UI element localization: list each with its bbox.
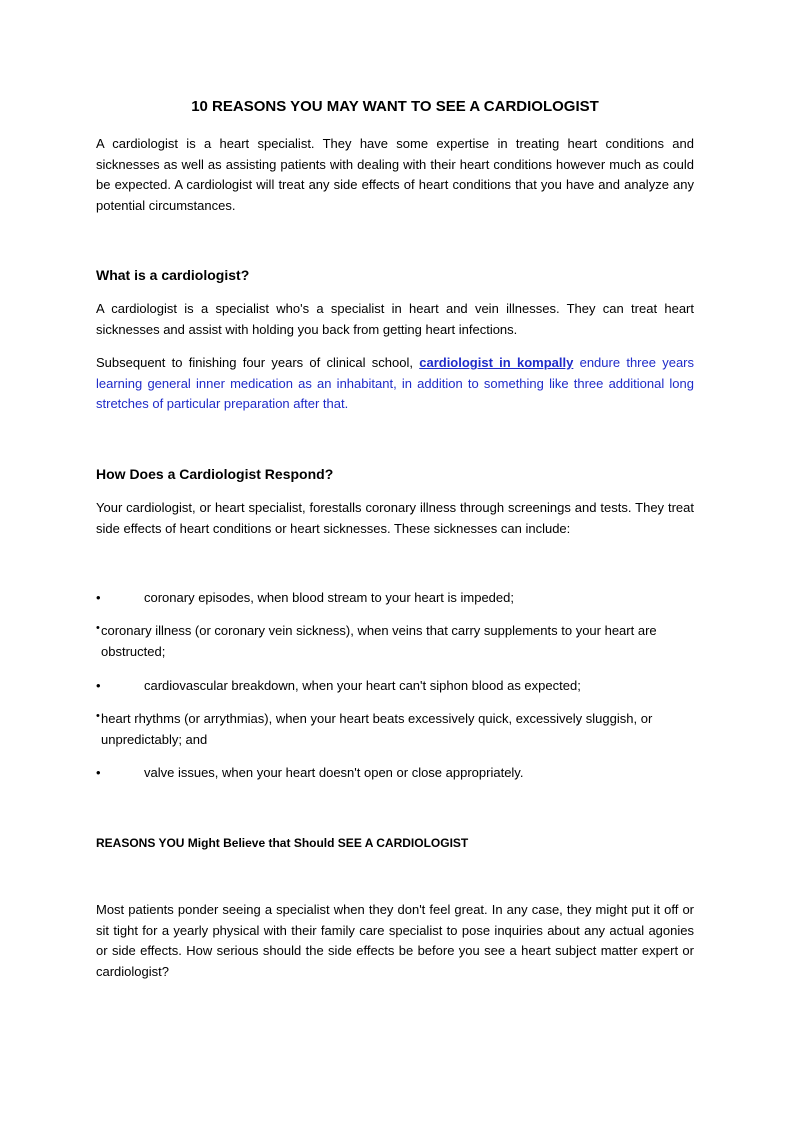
- section1-paragraph-1: A cardiologist is a specialist who's a specialist in heart and vein illnesses. They can treat heart sicknesses and assist with holding you back from getting heart infections.: [96, 301, 694, 337]
- bullet-icon: •: [96, 765, 101, 780]
- section2-paragraph-1: Your cardiologist, or heart specialist, forestalls coronary illness through screenings and tests. They treat side effects of heart conditions or heart sicknesses. These sicknesses can include:: [96, 500, 694, 536]
- section-heading-reasons: REASONS YOU Might Believe that Should SEE A CARDIOLOGIST: [96, 836, 469, 850]
- bullet-icon: •: [96, 678, 101, 693]
- bullet-icon: •: [96, 710, 100, 722]
- page-title: 10 REASONS YOU MAY WANT TO SEE A CARDIOLOGIST: [191, 98, 599, 115]
- list-item: [96, 676, 694, 697]
- list-item-text: valve issues, when your heart doesn't open or close appropriately.: [144, 765, 524, 780]
- paragraph-text-blue: endure three years learning general inner medication as an inhabitant, in addition to something like three additional long stretches of particular preparation after that.: [96, 355, 695, 412]
- list-item: [96, 763, 694, 784]
- cardiologist-link[interactable]: cardiologist in kompally: [419, 355, 574, 370]
- paragraph-text: Subsequent to finishing four years of clinical school,: [96, 355, 420, 370]
- section3-paragraph-1: Most patients ponder seeing a specialist when they don't feel great. In any case, they might put it off or sit tight for a yearly physical with their family care specialist to pose inquiries about any actual agonies or side effects. How serious should the side effects be before you see a heart subject matter expert or cardiologist?: [96, 902, 694, 979]
- bullet-icon: •: [96, 622, 100, 634]
- section-heading-how-respond: How Does a Cardiologist Respond?: [96, 466, 334, 482]
- list-item-text: coronary episodes, when blood stream to your heart is impeded;: [144, 590, 514, 605]
- section1-paragraph-2: [96, 353, 694, 415]
- list-item: [96, 621, 694, 662]
- list-item: [96, 588, 694, 609]
- bullet-icon: •: [96, 590, 101, 605]
- section-heading-what-is: What is a cardiologist?: [96, 267, 250, 283]
- list-item-text: heart rhythms (or arrythmias), when your heart beats excessively quick, excessively sluggish, or unpredictably; and: [101, 711, 653, 747]
- list-item-text: coronary illness (or coronary vein sickness), when veins that carry supplements to your heart are obstructed;: [101, 623, 657, 659]
- list-item-text: cardiovascular breakdown, when your heart can't siphon blood as expected;: [144, 678, 581, 693]
- intro-paragraph: A cardiologist is a heart specialist. They have some expertise in treating heart conditions and sicknesses as well as assisting patients with dealing with their heart conditions however much as could be expected. A cardiologist will treat any side effects of heart conditions that you have and analyze any potential circumstances.: [96, 136, 694, 213]
- list-item: [96, 709, 694, 750]
